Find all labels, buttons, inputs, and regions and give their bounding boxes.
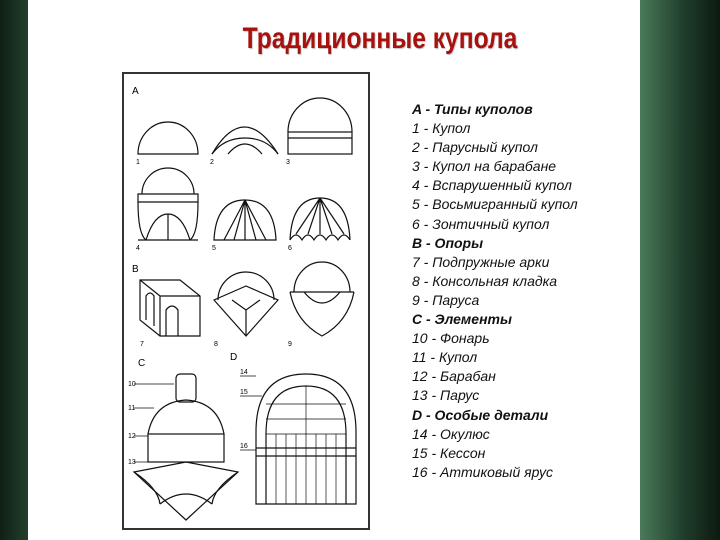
dome-6-drawing	[290, 198, 350, 240]
slide-title: Традиционные купола	[242, 22, 518, 55]
legend-item: 14 - Окулюс	[412, 425, 490, 442]
dome-types-figure	[122, 72, 370, 530]
legend-header: D - Особые детали	[412, 406, 549, 423]
legend-item: 13 - Парус	[412, 387, 480, 404]
legend-item: 15 - Кессон	[412, 444, 486, 461]
section-label-c: C	[138, 358, 146, 369]
legend-item: 16 - Аттиковый ярус	[412, 463, 553, 480]
legend-item: 5 - Восьмигранный купол	[412, 196, 578, 213]
legend-item: 6 - Зонтичный купол	[412, 215, 550, 232]
legend-item: 4 - Вспарушенный купол	[412, 177, 572, 194]
figure-number: 3	[286, 159, 290, 166]
legend-item: 8 - Консольная кладка	[412, 272, 557, 289]
figure-number: 5	[212, 245, 216, 252]
dome-1-drawing	[138, 122, 198, 154]
dome-3-drawing	[288, 98, 352, 154]
legend-header: A - Типы куполов	[412, 101, 533, 117]
dome-4-drawing	[138, 168, 198, 240]
dome-2-drawing	[212, 127, 278, 154]
section-label-b: B	[132, 264, 139, 275]
legend-item: 12 - Барабан	[412, 368, 496, 385]
legend-item: 9 - Паруса	[412, 291, 480, 308]
dome-details-drawing	[240, 374, 356, 504]
figure-number: 6	[288, 245, 292, 252]
legend-item: 10 - Фонарь	[412, 330, 490, 347]
figure-number: 1	[136, 159, 140, 166]
support-7-drawing	[140, 280, 200, 336]
legend-header: C - Элементы	[412, 311, 512, 328]
right-decor-band	[640, 0, 720, 540]
legend-item: 2 - Парусный купол	[412, 139, 538, 156]
figure-number: 13	[128, 459, 136, 466]
legend-list	[412, 100, 578, 482]
figure-number: 12	[128, 433, 136, 440]
support-9-drawing	[290, 262, 354, 336]
figure-number: 7	[140, 341, 144, 348]
figure-number: 16	[240, 443, 248, 450]
left-decor-band	[0, 0, 28, 540]
dome-elements-drawing	[134, 374, 238, 520]
figure-number: 2	[210, 159, 214, 166]
legend-header: B - Опоры	[412, 234, 484, 251]
figure-number: 8	[214, 341, 218, 348]
section-label-a: A	[132, 86, 139, 97]
figure-number: 11	[128, 405, 136, 412]
figure-number: 4	[136, 245, 140, 252]
section-label-d: D	[230, 352, 238, 363]
dome-drawings	[124, 74, 368, 528]
support-8-drawing	[214, 272, 278, 336]
legend-item: 1 - Купол	[412, 120, 471, 137]
figure-number: 15	[240, 389, 248, 396]
figure-number: 9	[288, 341, 292, 348]
dome-5-drawing	[214, 200, 276, 240]
legend-item: 3 - Купол на барабане	[412, 158, 557, 175]
figure-number: 14	[240, 369, 248, 376]
figure-number: 10	[128, 381, 136, 388]
legend-item: 11 - Купол	[412, 349, 478, 366]
legend-item: 7 - Подпружные арки	[412, 253, 550, 270]
